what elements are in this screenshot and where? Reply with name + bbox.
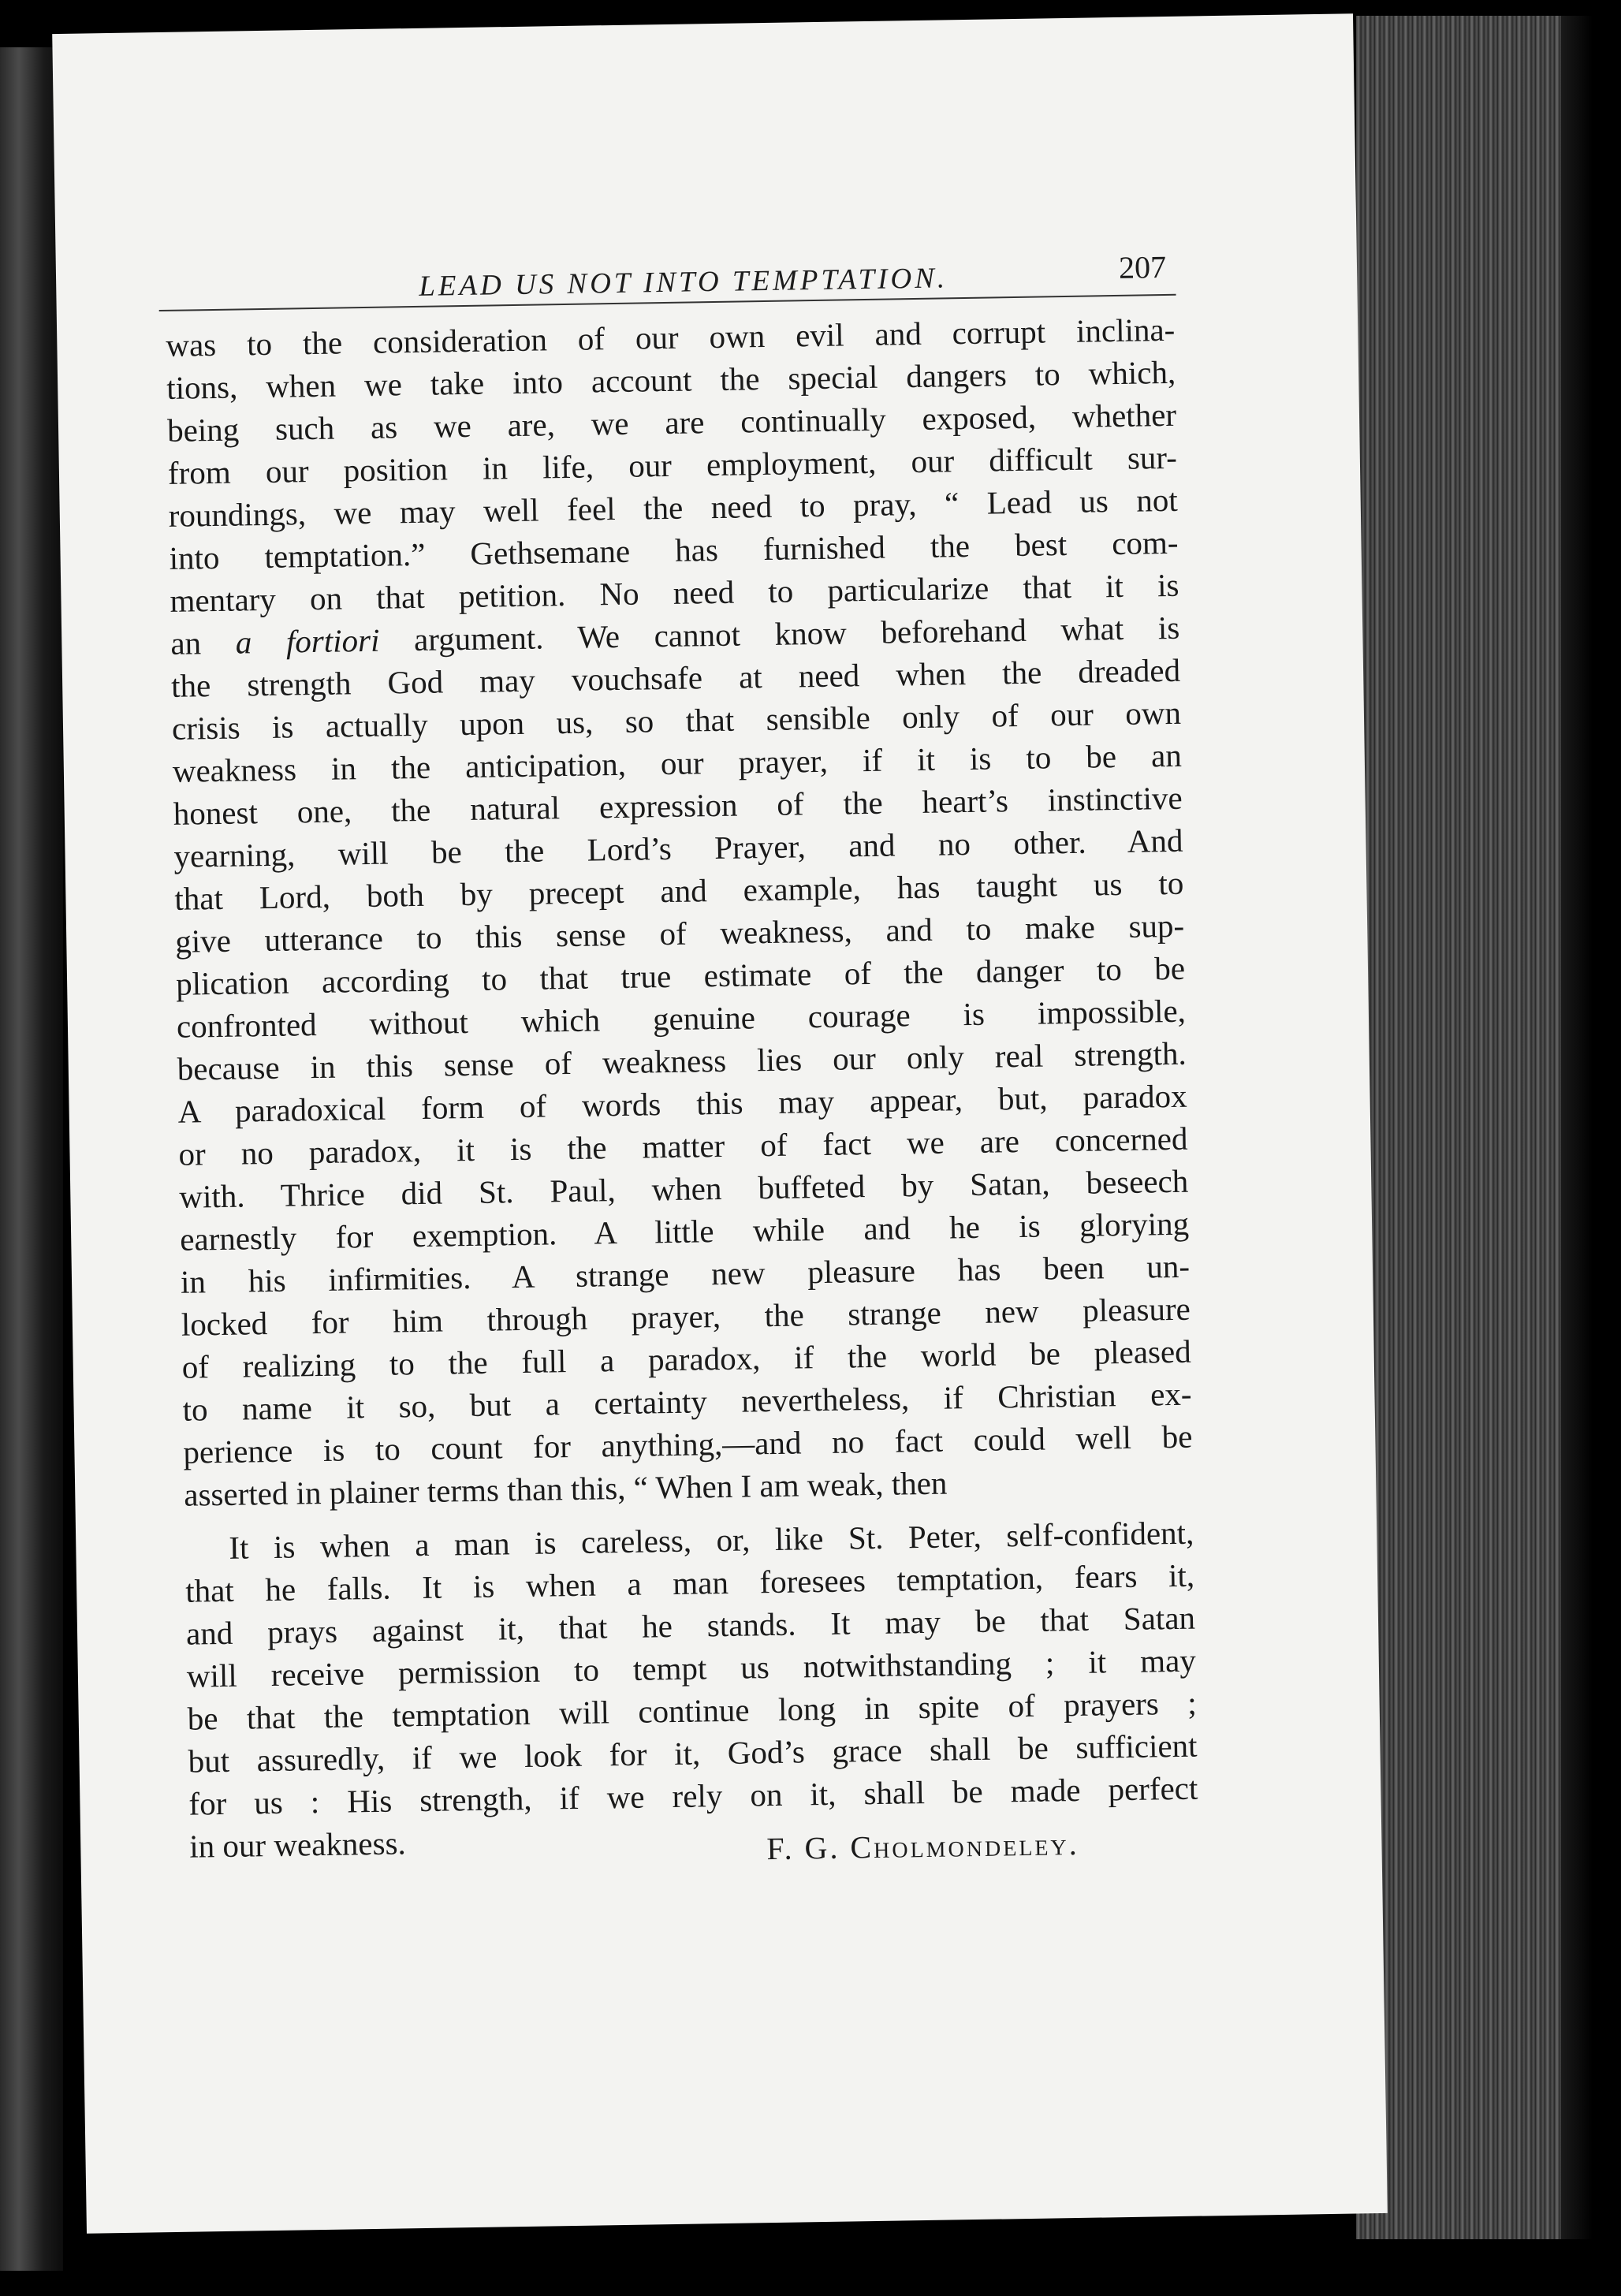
- page-stack-edge: [1356, 16, 1593, 2239]
- text-line: give utterance to this sense of weakness, and to make sup-: [174, 907, 1185, 960]
- text-line: from our position in life, our employment, our difficult sur-: [167, 438, 1178, 491]
- text-line: asserted in plainer terms than this, “ When I am weak, then: [183, 1464, 948, 1513]
- text-line: earnestly for exemption. A little while and he is glorying: [179, 1205, 1190, 1258]
- text-line: being such as we are, we are continually exposed, whether: [166, 396, 1177, 449]
- text-line: be that the temptation will continue long in spite of prayers ;: [187, 1684, 1197, 1737]
- text-line: but assuredly, if we look for it, God’s grace shall be sufficient: [188, 1727, 1198, 1780]
- text-line: that Lord, both by precept and example, has taught us to: [174, 864, 1184, 917]
- text-line: honest one, the natural expression of the heart’s instinctive: [173, 779, 1183, 832]
- text-line: and prays against it, that he stands. It may be that Satan: [185, 1599, 1196, 1652]
- text-line: the strength God may vouchsafe at need when the dreaded: [170, 651, 1181, 704]
- text-line: into temptation.” Gethsemane has furnished the best com-: [169, 524, 1179, 576]
- text-line: of realizing to the full a paradox, if the world be pleased: [181, 1332, 1191, 1385]
- text-line: confronted without which genuine courage is impossible,: [176, 992, 1187, 1045]
- text-line: with. Thrice did St. Paul, when buffeted by Satan, beseech: [179, 1162, 1189, 1215]
- facing-page-edge: [0, 47, 63, 2271]
- text-fragment: an: [170, 624, 237, 662]
- text-line: plication according to that true estimate of the danger to be: [175, 949, 1186, 1002]
- text-line: or no paradox, it is the matter of fact we are concerned: [178, 1120, 1188, 1172]
- body-text: [166, 308, 1199, 1868]
- text-line: mentary on that petition. No need to particularize that it is: [170, 566, 1179, 619]
- text-line: for us : His strength, if we rely on it, shall be made perfect: [188, 1769, 1198, 1822]
- text-line: weakness in the anticipation, our prayer, if it is to be an: [172, 736, 1183, 789]
- running-title: LEAD US NOT INTO TEMPTATION.: [418, 262, 948, 303]
- text-line: in our weakness.: [188, 1824, 407, 1865]
- page-header: [158, 231, 1176, 311]
- text-fragment: argument. We cannot know beforehand what is: [379, 609, 1180, 658]
- text-line: tions, when we take into account the special dangers to which,: [166, 353, 1176, 406]
- book-page: [52, 13, 1388, 2234]
- text-line: perience is to count for anything,—and no fact could well be: [183, 1418, 1193, 1470]
- text-line: in his infirmities. A strange new pleasure has been un-: [180, 1247, 1191, 1300]
- text-line: It is when a man is careless, or, like St. Peter, self-confident,: [229, 1514, 1194, 1566]
- italic-phrase: a fortiori: [235, 621, 380, 661]
- text-line: will receive permission to tempt us notwithstanding ; it may: [186, 1642, 1197, 1694]
- text-line: to name it so, but a certainty nevertheless, if Christian ex-: [182, 1375, 1192, 1428]
- text-line: crisis is actually upon us, so that sensible only of our own: [171, 694, 1182, 747]
- author-signature: F. G. Cholmondeley.: [766, 1825, 1080, 1867]
- text-line: that he falls. It is when a man foresees temptation, fears it,: [184, 1556, 1195, 1609]
- text-line: yearning, will be the Lord’s Prayer, and no other. And: [173, 822, 1183, 874]
- text-line: locked for him through prayer, the strange new pleasure: [181, 1290, 1191, 1343]
- text-line: A paradoxical form of words this may appear, but, paradox: [177, 1077, 1187, 1130]
- text-line: because in this sense of weakness lies our only real strength.: [177, 1034, 1187, 1087]
- page-number: 207: [1118, 248, 1167, 285]
- text-line: roundings, we may well feel the need to pray, “ Lead us not: [168, 481, 1179, 534]
- text-line: was to the consideration of our own evil and corrupt inclina-: [166, 311, 1176, 363]
